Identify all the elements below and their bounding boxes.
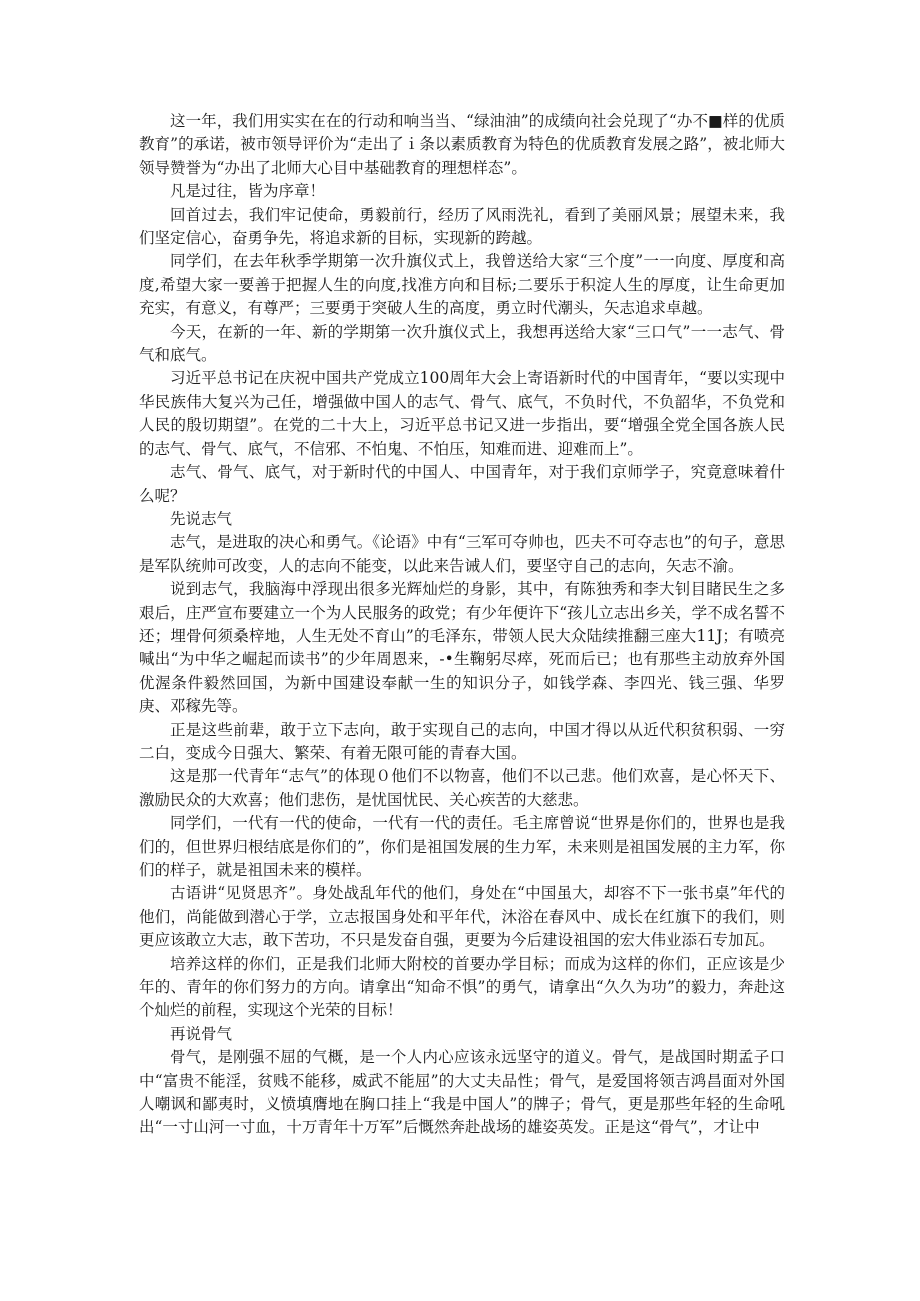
paragraph: 今天，在新的一年、新的学期第一次升旗仪式上，我想再送给大家“三口气”一一志气、骨气和底气。 — [139, 322, 785, 365]
paragraph: 古语讲“见贤思齐”。身处战乱年代的他们，身处在“中国虽大，却容不下一张书桌”年代的他们，尚能做到潜心于学，立志报国身处和平年代，沐浴在春风中、成长在红旗下的我们，则更应该敢立大志，敢下苦功，不只是发奋自强，更要为今后建设祖国的宏大伟业添石专加瓦。 — [139, 884, 785, 950]
paragraph: 志气，是进取的决心和勇气。《论语》中有“三军可夺帅也，匹夫不可夺志也”的句子，意思是军队统帅可改变，人的志向不能变，以此来告诫人们，要坚守自己的志向，矢志不渝。 — [139, 533, 785, 575]
paragraph: 正是这些前辈，敢于立下志向，敢于实现自己的志向，中国才得以从近代积贫积弱、一穷二白，变成今日强大、繁荣、有着无限可能的青春大国。 — [139, 720, 785, 762]
paragraph: 说到志气，我脑海中浮现出很多光辉灿烂的身影，其中，有陈独秀和李大钊目睹民生之多艰后，庄严宣布要建立一个为人民服务的政党；有少年便许下“孩儿立志出乡关，学不成名誓不还；埋骨何须桑梓地，人生无处不育山”的毛泽东，带领人民大众陆续推翻三座大11J；有喷亮喊出“为中华之崛起而读书”的少年周恩来，-•生鞠躬尽瘁，死而后已；也有那些主动放弃外国优渥条件毅然回国，为新中国建设奉献一生的知识分子，如钱学森、李四光、钱三强、华罗庚、邓稼先等。 — [139, 580, 785, 716]
section-heading-guqi: 再说骨气 — [170, 1024, 233, 1043]
paragraph: 回首过去，我们牢记使命，勇毅前行，经历了风雨洗礼，看到了美丽风景；展望未来，我们坚定信心，奋勇争先，将追求新的目标，实现新的跨越。 — [139, 205, 785, 248]
document-body — [139, 110, 785, 1140]
paragraph: 同学们，一代有一代的使命，一代有一代的责任。毛主席曾说“世界是你们的，世界也是我们的，但世界归根结底是你们的”，你们是祖国发展的生力军，未来则是祖国发展的主力军，你们的样子，就是祖国未来的模样。 — [139, 814, 785, 879]
paragraph: 这一年，我们用实实在在的行动和响当当、“绿油油”的成绩向社会兑现了“办不■样的优质教育”的承诺，被市领导评价为“走出了ｉ条以素质教育为特色的优质教育发展之路”，被北师大领导赞誉为“办出了北师大心目中基础教育的理想样态”。 — [139, 112, 785, 177]
paragraph: 志气、骨气、底气，对于新时代的中国人、中国青年，对于我们京师学子，究竟意味着什么呢？ — [139, 463, 785, 505]
paragraph: 习近平总书记在庆祝中国共产党成立100周年大会上寄语新时代的中国青年，“要以实现中华民族伟大复兴为己任，增强做中国人的志气、骨气、底气，不负时代，不负韶华，不负党和人民的殷切期望”。在党的二十大上，习近平总书记又进一步指出，要“增强全党全国各族人民的志气、骨气、底气，不信邪、不怕鬼、不怕压，知难而进、迎难而上”。 — [139, 369, 785, 458]
paragraph: 凡是过往，皆为序章！ — [170, 182, 326, 201]
paragraph: 同学们，在去年秋季学期第一次升旗仪式上，我曾送给大家“三个度”一一向度、厚度和高度,希望大家一要善于把握人生的向度,找准方向和目标;二要乐于积淀人生的厚度，让生命更加充实，有意义，有尊严；三要勇于突破人生的高度，勇立时代潮头，矢志追求卓越。 — [139, 252, 785, 318]
section-heading-zhiqi: 先说志气 — [170, 509, 233, 528]
paragraph: 培养这样的你们，正是我们北师大附校的首要办学目标；而成为这样的你们，正应该是少年的、青年的你们努力的方向。请拿出“知命不惧”的勇气，请拿出“久久为功”的毅力，奔赴这个灿烂的前程，实现这个光荣的目标！ — [139, 954, 785, 1020]
paragraph: 骨气，是刚强不屈的气概，是一个人内心应该永远坚守的道义。骨气，是战国时期孟子口中“富贵不能淫，贫贱不能移，威武不能屈”的大丈夫品性；骨气，是爱国将领吉鸿昌面对外国人嘲讽和鄙夷时，义愤填膺地在胸口挂上“我是中国人”的牌子；骨气，更是那些年轻的生命吼出“一寸山河一寸血，十万青年十万军”后慨然奔赴战场的雄姿英发。正是这“骨气”，才让中 — [139, 1048, 785, 1137]
paragraph: 这是那一代青年“志气”的体现０他们不以物喜，他们不以己悲。他们欢喜，是心怀天下、激励民众的大欢喜；他们悲伤，是忧国忧民、关心疾苦的大慈悲。 — [139, 767, 785, 809]
